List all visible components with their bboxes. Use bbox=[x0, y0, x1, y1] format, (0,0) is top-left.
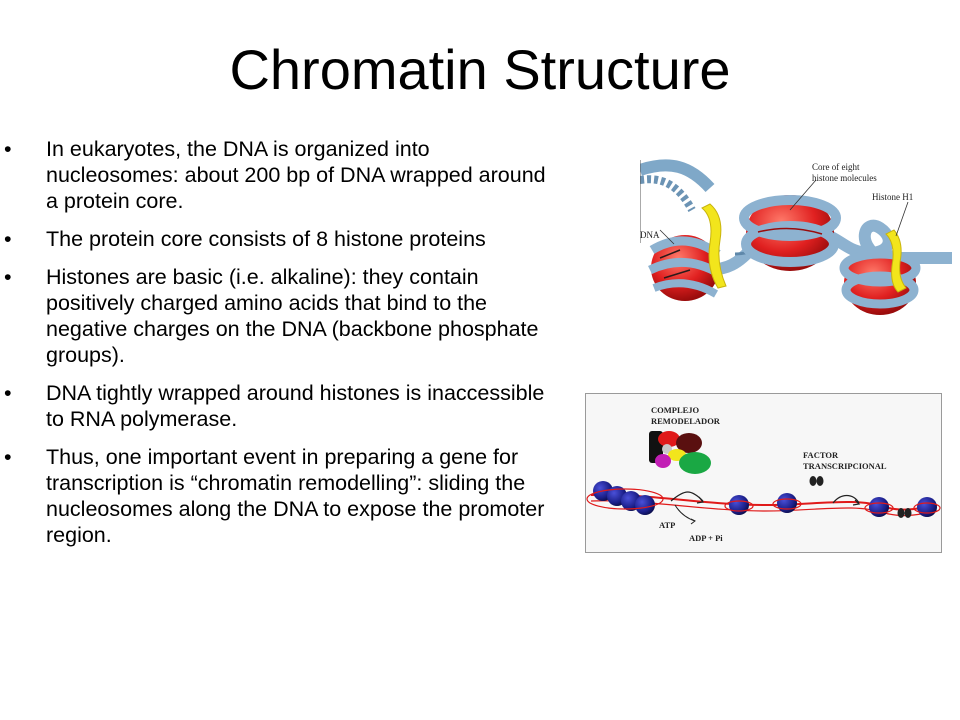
bullet-text: DNA tightly wrapped around histones is inaccessible to RNA polymerase. bbox=[46, 381, 545, 431]
bullet-item bbox=[0, 136, 560, 214]
bullet-text: Histones are basic (i.e. alkaline): they contain positively charged amino acids that bind to the negative charges on the DNA (backbone phosphate groups). bbox=[46, 265, 539, 367]
bullet-item bbox=[0, 444, 560, 548]
slide-title: Chromatin Structure bbox=[229, 38, 731, 101]
label-factor: FACTOR bbox=[803, 450, 839, 460]
bullet-dot: • bbox=[4, 445, 12, 469]
bullet-dot: • bbox=[4, 381, 12, 405]
bullet-dot: • bbox=[4, 137, 12, 161]
bullet-item bbox=[0, 264, 560, 368]
label-adp: ADP + Pi bbox=[689, 533, 723, 543]
bullet-list bbox=[0, 136, 560, 560]
bullet-item bbox=[0, 226, 560, 252]
label-atp: ATP bbox=[659, 520, 676, 530]
label-complejo: COMPLEJO bbox=[651, 405, 700, 415]
nucleosome-2 bbox=[744, 195, 836, 271]
bullet-text: In eukaryotes, the DNA is organized into nucleosomes: about 200 bp of DNA wrapped around a protein core. bbox=[46, 137, 546, 213]
bullet-dot: • bbox=[4, 227, 12, 251]
label-transcripcional: TRANSCRIPCIONAL bbox=[803, 461, 887, 471]
bullet-text: Thus, one important event in preparing a gene for transcription is “chromatin remodelling”: sliding the nucleosomes along the DNA to expose the promoter region. bbox=[46, 445, 545, 547]
nucleosome-3 bbox=[844, 251, 916, 315]
figure-border bbox=[586, 394, 942, 553]
label-histone-h1: Histone H1 bbox=[872, 192, 914, 202]
bullet-text: The protein core consists of 8 histone proteins bbox=[46, 227, 486, 251]
label-core-eight: Core of eight bbox=[812, 162, 860, 172]
nucleosome-illustration bbox=[640, 158, 952, 318]
label-histone-molecules: histone molecules bbox=[812, 173, 877, 183]
bullet-item bbox=[0, 380, 560, 432]
label-remodelador: REMODELADOR bbox=[651, 416, 720, 426]
label-dna: DNA bbox=[640, 230, 660, 240]
chromatin-remodelling-illustration bbox=[585, 393, 942, 553]
bullet-dot: • bbox=[4, 265, 12, 289]
